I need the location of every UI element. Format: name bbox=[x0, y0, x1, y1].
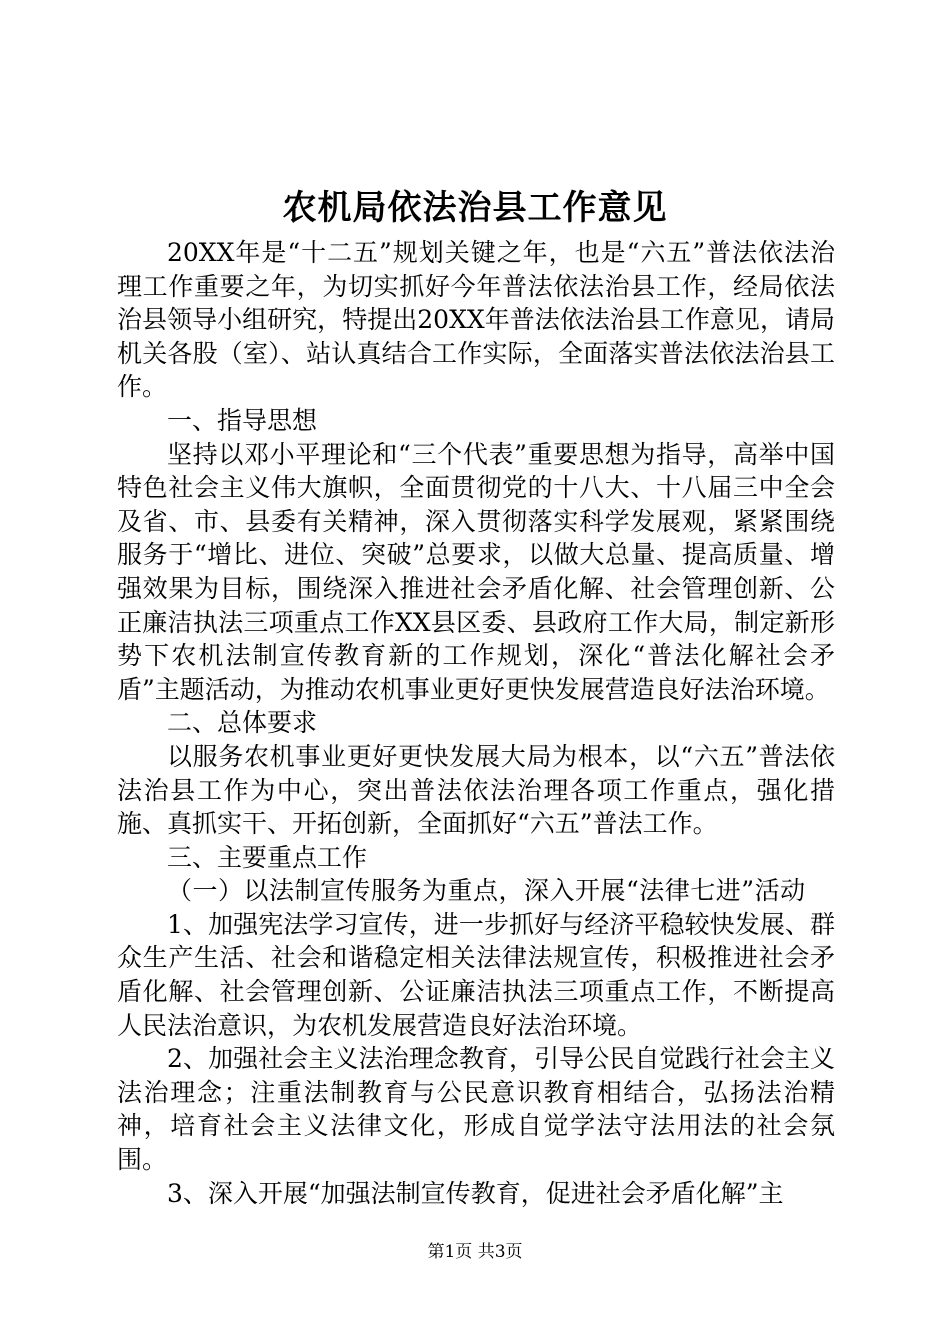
page-number-footer: 第1页 共3页 bbox=[427, 1242, 523, 1262]
paragraph-guiding-ideology: 坚持以邓小平理论和“三个代表”重要思想为指导，高举中国特色社会主义伟大旗帜，全面贯彻党的十八大、十八届三中全会及省、市、县委有关精神，深入贯彻落实科学发展观，紧紧围绕服务于“增比、进位、突破”总要求，以做大总量、提高质量、增强效果为目标，围绕深入推进社会矛盾化解、社会管理创新、公正廉洁执法三项重点工作XX县区委、县政府工作大局，制定新形势下农机法制宣传教育新的工作规划，深化“普法化解社会矛盾”主题活动，为推动农机事业更好更快发展营造良好法治环境。 bbox=[117, 439, 835, 704]
paragraph-item-1: 1、加强宪法学习宣传，进一步抓好与经济平稳较快发展、群众生产生活、社会和谐稳定相关法律法规宣传，积极推进社会矛盾化解、社会管理创新、公证廉洁执法三项重点工作，不断提高人民法治意识，为农机发展营造良好法治环境。 bbox=[117, 909, 835, 1040]
paragraph-item-3: 3、深入开展“加强法制宣传教育，促进社会矛盾化解”主 bbox=[167, 1178, 784, 1208]
heading-main-work: 三、主要重点工作 bbox=[167, 842, 368, 872]
heading-general-requirements: 二、总体要求 bbox=[167, 708, 318, 738]
paragraph-intro: 20XX年是“十二五”规划关键之年，也是“六五”普法依法治理工作重要之年，为切实抓好今年普法依法治县工作，经局依法治县领导小组研究，特提出20XX年普法依法治县工作意见，请局机关各股（室）、站认真结合工作实际，全面落实普法依法治县工作。 bbox=[117, 238, 835, 402]
subheading-legal-publicity: （一）以法制宣传服务为重点，深入开展“法律七进”活动 bbox=[167, 876, 806, 906]
document-title: 农机局依法治县工作意见 bbox=[282, 188, 668, 228]
document-body bbox=[117, 236, 835, 1210]
heading-guiding-ideology: 一、指导思想 bbox=[167, 405, 318, 435]
paragraph-general-requirements: 以服务农机事业更好更快发展大局为根本，以“六五”普法依法治县工作为中心，突出普法依法治理各项工作重点，强化措施、真抓实干、开拓创新，全面抓好“六五”普法工作。 bbox=[117, 741, 835, 839]
paragraph-item-2: 2、加强社会主义法治理念教育，引导公民自觉践行社会主义法治理念；注重法制教育与公民意识教育相结合，弘扬法治精神，培育社会主义法律文化，形成自觉学法守法用法的社会氛围。 bbox=[117, 1044, 835, 1175]
